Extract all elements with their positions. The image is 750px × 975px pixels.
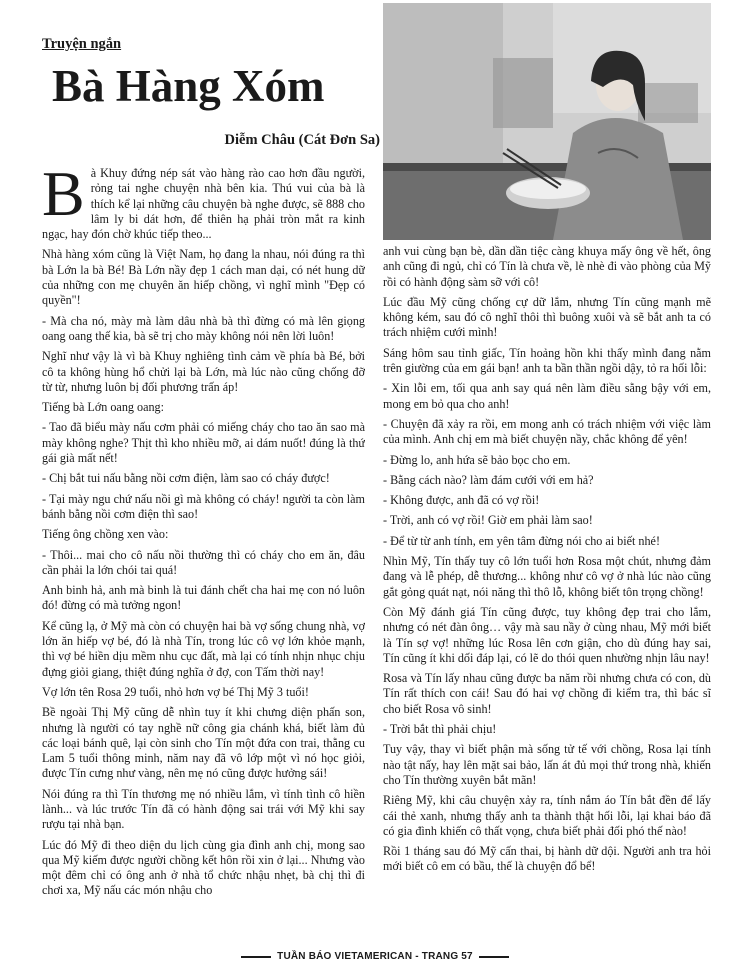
footer-rule-left bbox=[241, 956, 271, 958]
paragraph: Tiếng ông chồng xen vào: bbox=[42, 527, 169, 542]
woman-cooking-photo bbox=[383, 3, 711, 240]
paragraph: - Tao đã biểu mày nấu cơm phải có miếng cháy cho tao ăn sao mà mày không nghe? Thịt thì kho nhiều mỡ, ai dám nuốt! đúng là thứ gái già mất nết! bbox=[42, 420, 365, 466]
paragraph: - Trời, anh có vợ rồi! Giờ em phải làm sao! bbox=[383, 513, 593, 528]
footer-text: TUẦN BÁO VIETAMERICAN - TRANG 57 bbox=[277, 951, 473, 962]
paragraph: - Chuyện đã xảy ra rồi, em mong anh có trách nhiệm với việc làm của mình. Anh chị em mà biết chuyện nầy, chắc không để yên! bbox=[383, 416, 711, 447]
opening-paragraph: Bà Khuy đứng nép sát vào hàng rào cao hơn đầu người, rỏng tai nghe chuyện nhà bên kia. Thú vui của bà là thích kể lại những câu chuyện bà nghe được, sẽ 888 cho lâm ly bi dát hơn, để thiên hạ phải tròn mắt ra kinh ngạc, hay đón chờ khúc tiếp theo... bbox=[42, 166, 365, 242]
paragraph: - Tại mày ngu chứ nấu nồi gì mà không có cháy! người ta còn làm bánh bằng nồi cơm điện thì sao! bbox=[42, 491, 365, 521]
paragraph: - Mà cha nó, mày mà làm dâu nhà bà thì đừng có mà lên giọng oang oang thế kia, bà sẽ trị cho mày không nói nên lời luôn! bbox=[42, 313, 365, 343]
page-footer bbox=[0, 951, 750, 962]
paragraph: Rosa và Tín lấy nhau cũng được ba năm rồi nhưng chưa có con, dù Tín rất thích con cái! Sau đó hai vợ chồng đi kiểm tra, thì bác sĩ cho biết Rosa vô sinh! bbox=[383, 671, 711, 716]
paragraph: Nhìn Mỹ, Tín thấy tuy cô lớn tuổi hơn Rosa một chút, nhưng đảm đang và lễ phép, dễ thương... không như cô vợ ở nhà lúc nào cũng gắt gỏng quát nạt, nói năng thì thô lỗ, không biết tôn trọng chồng! bbox=[383, 554, 711, 599]
paragraph: Rồi 1 tháng sau đó Mỹ cấn thai, bị hành dữ dội. Người anh tra hỏi mới biết cô em có bầu, thế là chuyện đổ bể! bbox=[383, 844, 711, 874]
paragraph: Lúc đó Mỹ đi theo diện du lịch cùng gia đình anh chị, mong sao qua Mỹ kiếm được người chồng kết hôn rồi xin ở lại... Nhưng vào một đêm chỉ có ông anh ở nhà tổ chức nhậu nhẹt, bà chị thì đi chơi xa, Mỹ nấu các món nhậu cho bbox=[42, 837, 365, 898]
paragraph: Tuy vậy, thay vì biết phận mà sống tử tế với chồng, Rosa lại tính nào tật nấy, hay lên mặt sai bảo, lấn át đủ mọi thứ trong nhà, khiến cho Tín thường xuyên bắt mãn! bbox=[383, 742, 711, 787]
author-byline: Diễm Châu (Cát Đơn Sa) bbox=[224, 132, 380, 148]
paragraph: - Không được, anh đã có vợ rồi! bbox=[383, 493, 540, 508]
paragraph: Còn Mỹ đánh giá Tín cũng được, tuy không đẹp trai cho lắm, nhưng có nét đàn ông… vậy mà sau nầy ở cùng nhau, Mỹ mới biết là Tín sợ vợ! những lúc Rosa lên cơn giận, cho dù đúng hay sai, Tín cũng ít khi dối đáp lại, có lẽ do thói quen nhường nhịn lâu nay! bbox=[383, 604, 711, 665]
photo-illustration bbox=[383, 3, 711, 240]
paragraph: Sáng hôm sau tỉnh giấc, Tín hoảng hồn khi thấy mình đang nằm trên giường của em gái bạn! anh ta bần thần ngồi dậy, tỏ ra hối lỗi: bbox=[383, 345, 711, 376]
paragraph: - Thôi... mai cho cô nấu nồi thường thì có cháy cho em ăn, đâu cần phải la lớn chói tai quá! bbox=[42, 547, 365, 577]
paragraph: Nhà hàng xóm cũng là Việt Nam, họ đang la nhau, nói đúng ra thì bà Lớn la bà Bé! Bà Lớn nầy đẹp 1 cách man dại, có nét hung dữ của những con mẹ chuyên ăn hiếp chồng, vì nghĩ mình "Đẹp có quyền"! bbox=[42, 247, 365, 308]
footer-rule-right bbox=[479, 956, 509, 958]
section-label: Truyện ngắn bbox=[42, 36, 122, 52]
paragraph: Lúc đầu Mỹ cũng chống cự dữ lắm, nhưng Tín cũng mạnh mẽ không kém, sau đó cô nghĩ thôi thì buông xuôi và sẽ bắt anh ta có trách nhiệm cưới mình! bbox=[383, 294, 711, 340]
paragraph: Tiếng bà Lớn oang oang: bbox=[42, 400, 164, 415]
paragraph: Vợ lớn tên Rosa 29 tuổi, nhỏ hơn vợ bé Thị Mỹ 3 tuổi! bbox=[42, 684, 309, 699]
paragraph: - Trời bắt thì phải chịu! bbox=[383, 722, 497, 737]
drop-cap: B bbox=[42, 166, 85, 229]
paragraph: Bề ngoài Thị Mỹ cũng dễ nhìn tuy ít khi chưng diện phấn son, nhưng là người có tay nghề nữ công gia chánh khá, biết làm đủ các loại bánh quê, lại còn sinh cho Tín một đứa con trai, thằng cu Lam 5 tuổi thông minh, năm nay đã vô lớp một vì nó học giỏi, được Tín cưng như vàng, nên mẹ nó cũng được hưởng sái! bbox=[42, 705, 365, 781]
paragraph: - Đừng lo, anh hứa sẽ bảo bọc cho em. bbox=[383, 452, 571, 467]
paragraph: Nói đúng ra thì Tín thương mẹ nó nhiều lắm, vì tính tình cô hiền lành... và lúc trước Tín đã có hành động sai trái với Mỹ khi say rượu tại nhà bạn. bbox=[42, 786, 365, 832]
paragraph: Riêng Mỹ, khi câu chuyện xảy ra, tính nắm áo Tín bắt đền để lấy cái thẻ xanh, nhưng thấy anh ta thành thật hối lỗi, lại khai báo đã có gia đình khiến cô thất vọng, chưa biết phải đối phó thế nào! bbox=[383, 793, 711, 838]
paragraph: Kể cũng lạ, ở Mỹ mà còn có chuyện hai bà vợ sống chung nhà, vợ lớn ăn hiếp vợ bé, đó là nhà Tín, trong lúc cô vợ lớn khỏe mạnh, thì vợ bé hiền dịu mềm nhu cục đất, mà lại có tính nhịn nhục chịu đựng giỏi giang, thiệt đúng nghĩa ở đợ, con Tấm thời nay! bbox=[42, 618, 365, 679]
paragraph: Nghĩ như vậy là vì bà Khuy nghiêng tình cảm về phía bà Bé, bởi cô ta không hùng hổ chửi lại bà Lớn, mà lúc nào cũng chống đỡ từ từ, nhưng luôn bị đối phương trấn áp! bbox=[42, 349, 365, 394]
paragraph: Anh binh hả, anh mà binh là tui đánh chết cha hai mẹ con nó luôn đó! đừng có mà tưởng ngon! bbox=[42, 583, 365, 613]
paragraph: - Bằng cách nào? làm đám cưới với em hả? bbox=[383, 472, 594, 487]
paragraph: - Để từ từ anh tính, em yên tâm đừng nói cho ai biết nhé! bbox=[383, 533, 660, 548]
paragraph: - Chị bắt tui nấu bằng nồi cơm điện, làm sao có cháy được! bbox=[42, 471, 330, 486]
paragraph: anh vui cùng bạn bè, dần dần tiệc càng khuya mấy ông về hết, ông anh cũng đi ngủ, chỉ có Tín là chưa về, lè nhè đi vào phòng của Mỹ rồi có hành động sàm sỡ với cô! bbox=[383, 244, 711, 289]
paragraph: - Xin lỗi em, tối qua anh say quá nên làm điều sằng bậy với em, mong em bỏ qua cho anh! bbox=[383, 381, 711, 411]
story-title: Bà Hàng Xóm bbox=[52, 61, 325, 111]
right-column bbox=[383, 244, 711, 944]
left-column bbox=[42, 166, 365, 946]
